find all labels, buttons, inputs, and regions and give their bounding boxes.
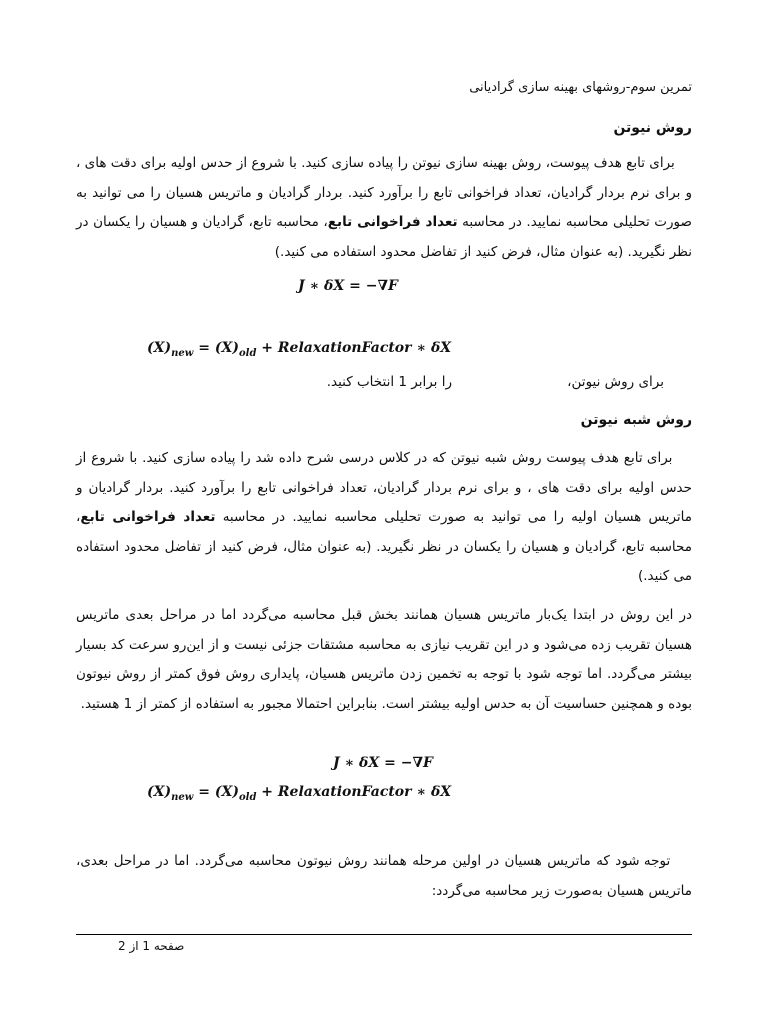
newton-relax-text-b: را برابر 1 انتخاب کنید. — [326, 374, 452, 390]
quasi-eq2-new-sub: new — [171, 791, 194, 803]
quasi-paragraph-3-text: توجه شود که ماتریس هسیان در اولین مرحله همانند روش نیوتون محاسبه می‌گردد. اما در مراحل بعدی، ماتریس هسیان به‌صورت زیر محاسبه می‌گردد: — [76, 853, 692, 899]
newton-paragraph-text-b: ، محاسبه تابع، گرادیان و هسیان را یکسان در نظر نگیرید. (به عنوان مثال، فرض کنید از تفاضل محدود استفاده می کنید.) — [76, 214, 692, 260]
quasi-eq2-old-sub: old — [238, 791, 257, 803]
quasi-equation-1-text: J ∗ δX = −∇F — [333, 755, 433, 771]
newton-relax-text-a: برای روش نیوتن، — [567, 374, 664, 390]
eq2-rhs: + RelaxationFactor ∗ δX — [256, 340, 452, 356]
quasi-newton-paragraph-1 — [76, 444, 692, 592]
newton-equation-1-text: J ∗ δX = −∇F — [298, 278, 398, 294]
quasi-newton-paragraph-3 — [76, 847, 692, 906]
eq2-new-sub: new — [171, 347, 194, 359]
newton-heading: روش نیوتن — [613, 120, 692, 136]
quasi-eq2-rhs: + RelaxationFactor ∗ δX — [256, 784, 452, 800]
quasi-paragraph-text-a: برای تابع هدف پیوست روش شبه نیوتن که در کلاس درسی شرح داده شد را پیاده سازی کنید. با شروع از حدس اولیه برای دقت های ، و برای نرم بردار گرادیان، تعداد فراخوانی تابع را برآورد کنید. بردار گرادیان و ماتریس هسیان اولیه را می توانید به صورت تحلیلی محاسبه نمایید. در محاسبه — [76, 450, 692, 525]
newton-equation-2 — [147, 340, 451, 359]
quasi-paragraph-bold: تعداد فراخوانی تابع — [80, 509, 216, 525]
eq2-mid: = (X) — [193, 340, 239, 356]
quasi-paragraph-text-b: ، محاسبه تابع، گرادیان و هسیان را یکسان در نظر نگیرید. (به عنوان مثال، فرض کنید از تفاضل محدود استفاده می کنید.) — [76, 509, 692, 584]
quasi-eq2-lhs: (X) — [147, 784, 172, 800]
eq2-old-sub: old — [238, 347, 257, 359]
newton-paragraph — [76, 149, 692, 267]
newton-paragraph-text-a: برای تابع هدف پیوست، روش بهینه سازی نیوتن را پیاده سازی کنید. با شروع از حدس اولیه برای دقت های ، و برای نرم بردار گرادیان، تعداد فراخوانی تابع را برآورد کنید. بردار گرادیان و ماتریس هسیان را می توانید به صورت تحلیلی محاسبه نمایید. در محاسبه — [76, 155, 692, 230]
eq2-lhs: (X) — [147, 340, 172, 356]
quasi-eq2-mid: = (X) — [193, 784, 239, 800]
document-title: تمرین سوم-روشهای بهینه سازی گرادیانی — [469, 80, 692, 95]
page-number: صفحه 1 از 2 — [118, 939, 185, 953]
quasi-newton-heading: روش شبه نیوتن — [580, 412, 692, 428]
quasi-newton-paragraph-2: در این روش در ابتدا یک‌بار ماتریس هسیان همانند بخش قبل محاسبه می‌گردد اما در مراحل بعدی ماتریس هسیان تقریب زده می‌شود و در این تقریب نیازی به محاسبه مشتقات جزئی نیست و از این‌رو سرعت کد بسیار بیشتر می‌گردد. اما توجه شود با توجه به تخمین زدن ماتریس هسیان، پایداری روش فوق کمتر از روش نیوتون بوده و همچنین حساسیت آن به حدس اولیه بیشتر است. بنابراین احتمالا مجبور به استفاده از کمتر از 1 هستید. — [76, 607, 692, 712]
quasi-equation-2 — [147, 784, 451, 803]
footer-divider — [76, 934, 692, 935]
newton-equation-1 — [298, 278, 398, 294]
newton-paragraph-bold: تعداد فراخوانی تابع — [327, 214, 458, 230]
quasi-equation-1 — [333, 755, 433, 771]
